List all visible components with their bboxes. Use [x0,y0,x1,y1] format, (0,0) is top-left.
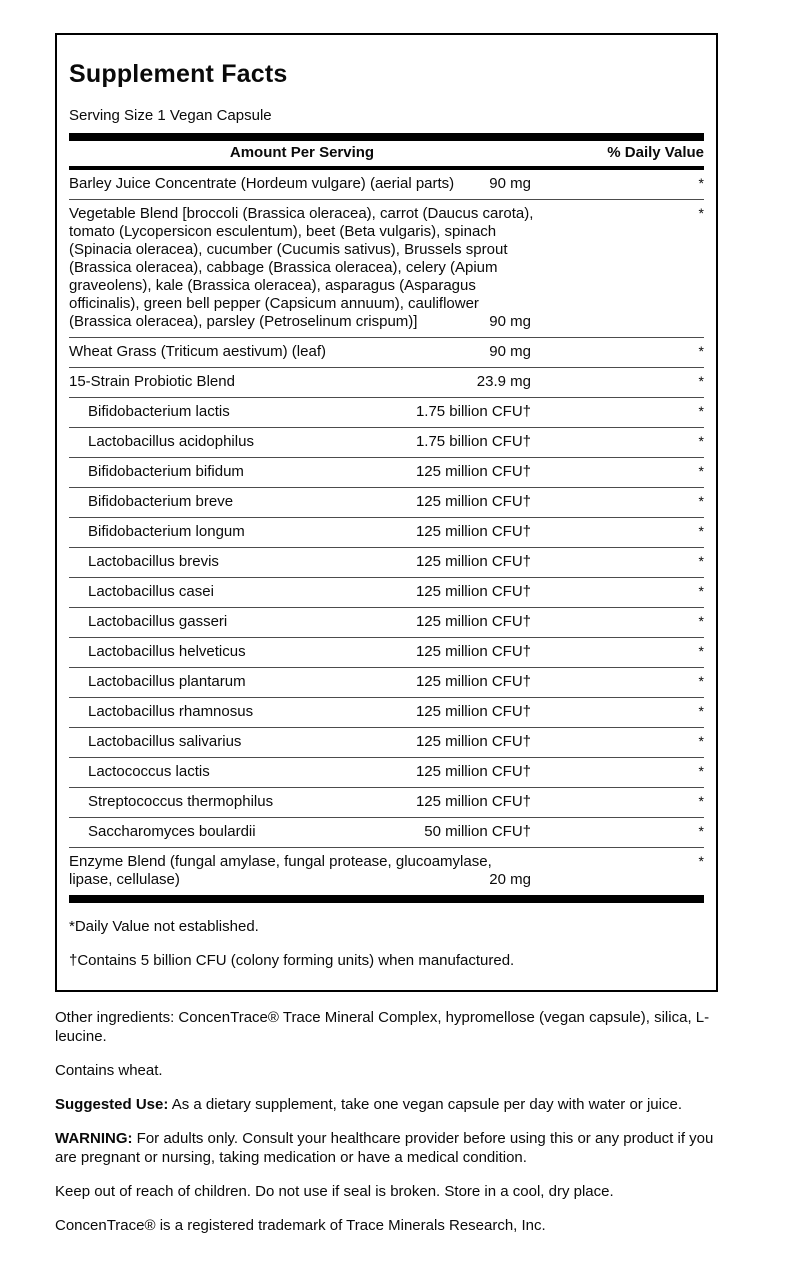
supplement-facts-panel [55,33,718,992]
storage-statement: Keep out of reach of children. Do not use if seal is broken. Store in a cool, dry place. [55,1183,614,1200]
ingredient-daily-value: * [698,793,704,809]
table-row [69,338,704,368]
ingredient-daily-value: * [698,823,704,839]
ingredient-amount: 23.9 mg [476,373,531,390]
table-row [69,548,704,578]
divider-thick-bottom [69,895,704,903]
ingredient-daily-value: * [698,463,704,479]
ingredient-name: Lactobacillus salivarius [88,733,242,750]
ingredient-amount: 125 million CFU† [415,793,531,810]
ingredient-daily-value: * [698,433,704,449]
ingredient-daily-value: * [698,703,704,719]
ingredient-daily-value: * [698,613,704,629]
amount-per-serving-header: Amount Per Serving [229,144,375,161]
ingredient-daily-value: * [698,403,704,419]
table-header [69,141,704,166]
suggested-use-text: As a dietary supplement, take one vegan capsule per day with water or juice. [168,1096,682,1113]
ingredient-daily-value: * [698,853,704,869]
ingredient-table [69,170,704,895]
ingredient-name: Barley Juice Concentrate (Hordeum vulgare) (aerial parts) [69,175,455,192]
ingredient-daily-value: * [698,583,704,599]
ingredient-amount: 125 million CFU† [415,643,531,660]
ingredient-amount: 1.75 billion CFU† [415,433,531,450]
ingredient-amount: 125 million CFU† [415,523,531,540]
ingredient-amount: 50 million CFU† [424,823,531,840]
footnotes [69,903,704,970]
table-row [69,428,704,458]
ingredient-name: 15-Strain Probiotic Blend [69,373,235,390]
ingredient-amount: 125 million CFU† [415,703,531,720]
ingredient-name: Streptococcus thermophilus [88,793,274,810]
table-row [69,698,704,728]
ingredient-amount: 125 million CFU† [415,613,531,630]
warning-statement [55,1129,715,1167]
suggested-use-label: Suggested Use: [55,1096,169,1113]
table-row [69,368,704,398]
table-row [69,728,704,758]
ingredient-amount: 125 million CFU† [415,733,531,750]
ingredient-amount: 125 million CFU† [415,763,531,780]
table-row [69,170,704,200]
ingredient-name: Enzyme Blend (fungal amylase, fungal protease, glucoamylase, lipase, cellulase) [69,853,492,888]
ingredient-daily-value: * [698,673,704,689]
ingredient-name: Bifidobacterium lactis [88,403,230,420]
ingredient-name: Bifidobacterium breve [88,493,234,510]
warning-label: WARNING: [55,1130,133,1147]
suggested-use [55,1095,715,1114]
ingredient-amount: 20 mg [489,871,531,888]
ingredient-amount: 1.75 billion CFU† [415,403,531,420]
ingredient-name: Vegetable Blend [broccoli (Brassica oleracea), carrot (Daucus carota), tomato (Lycopersicon esculentum), beet (Beta vulgaris), spinach (Spinacia oleracea), cucumber (Cucumis sativus), Brussels sprout (Brassica oleracea), cabbage (Brassica oleracea), celery (Apium graveolens), kale (Brassica oleracea), asparagus (Asparagus officinalis), green bell pepper (Capsicum annuum), cauliflower (Brassica oleracea), parsley (Petroselinum crispum)] [69,205,534,330]
ingredient-name: Saccharomyces boulardii [88,823,256,840]
ingredient-daily-value: * [698,493,704,509]
ingredient-amount: 90 mg [489,313,531,330]
table-row [69,458,704,488]
ingredient-name: Lactobacillus rhamnosus [88,703,254,720]
table-row [69,818,704,848]
serving-size: Serving Size 1 Vegan Capsule [69,107,272,124]
ingredient-daily-value: * [698,553,704,569]
ingredient-name: Lactobacillus plantarum [88,673,246,690]
ingredient-amount: 125 million CFU† [415,463,531,480]
table-row [69,488,704,518]
other-ingredients: Other ingredients: ConcenTrace® Trace Mineral Complex, hypromellose (vegan capsule), silica, L-leucine. [55,1009,710,1045]
table-row [69,608,704,638]
additional-info [55,1008,715,1235]
ingredient-daily-value: * [698,643,704,659]
trademark-statement: ConcenTrace® is a registered trademark of Trace Minerals Research, Inc. [55,1217,546,1234]
panel-title: Supplement Facts [69,60,288,88]
divider-thick-top [69,133,704,141]
table-row [69,518,704,548]
ingredient-name: Lactococcus lactis [88,763,210,780]
warning-text: For adults only. Consult your healthcare provider before using this or any product if you are pregnant or nursing, taking medication or have a medical condition. [55,1130,714,1166]
ingredient-name: Wheat Grass (Triticum aestivum) (leaf) [69,343,326,360]
ingredient-amount: 90 mg [489,343,531,360]
ingredient-daily-value: * [698,733,704,749]
ingredient-daily-value: * [698,763,704,779]
ingredient-name: Bifidobacterium bifidum [88,463,244,480]
table-row [69,578,704,608]
table-row [69,398,704,428]
ingredient-daily-value: * [698,523,704,539]
table-row [69,758,704,788]
footnote-cfu: †Contains 5 billion CFU (colony forming units) when manufactured. [69,952,515,969]
ingredient-daily-value: * [698,205,704,221]
ingredient-name: Lactobacillus helveticus [88,643,246,660]
table-row [69,668,704,698]
ingredient-daily-value: * [698,373,704,389]
ingredient-name: Lactobacillus brevis [88,553,219,570]
table-row [69,638,704,668]
ingredient-daily-value: * [698,343,704,359]
ingredient-name: Bifidobacterium longum [88,523,245,540]
ingredient-name: Lactobacillus casei [88,583,214,600]
footnote-daily-value: *Daily Value not established. [69,918,259,935]
ingredient-amount: 125 million CFU† [415,673,531,690]
ingredient-name: Lactobacillus gasseri [88,613,228,630]
ingredient-amount: 125 million CFU† [415,493,531,510]
table-row [69,788,704,818]
ingredient-name: Lactobacillus acidophilus [88,433,254,450]
ingredient-amount: 125 million CFU† [415,553,531,570]
daily-value-header: % Daily Value [607,144,704,161]
table-row [69,848,704,895]
contains-statement: Contains wheat. [55,1062,163,1079]
table-row [69,200,704,338]
ingredient-amount: 90 mg [489,175,531,192]
ingredient-daily-value: * [698,175,704,191]
ingredient-amount: 125 million CFU† [415,583,531,600]
